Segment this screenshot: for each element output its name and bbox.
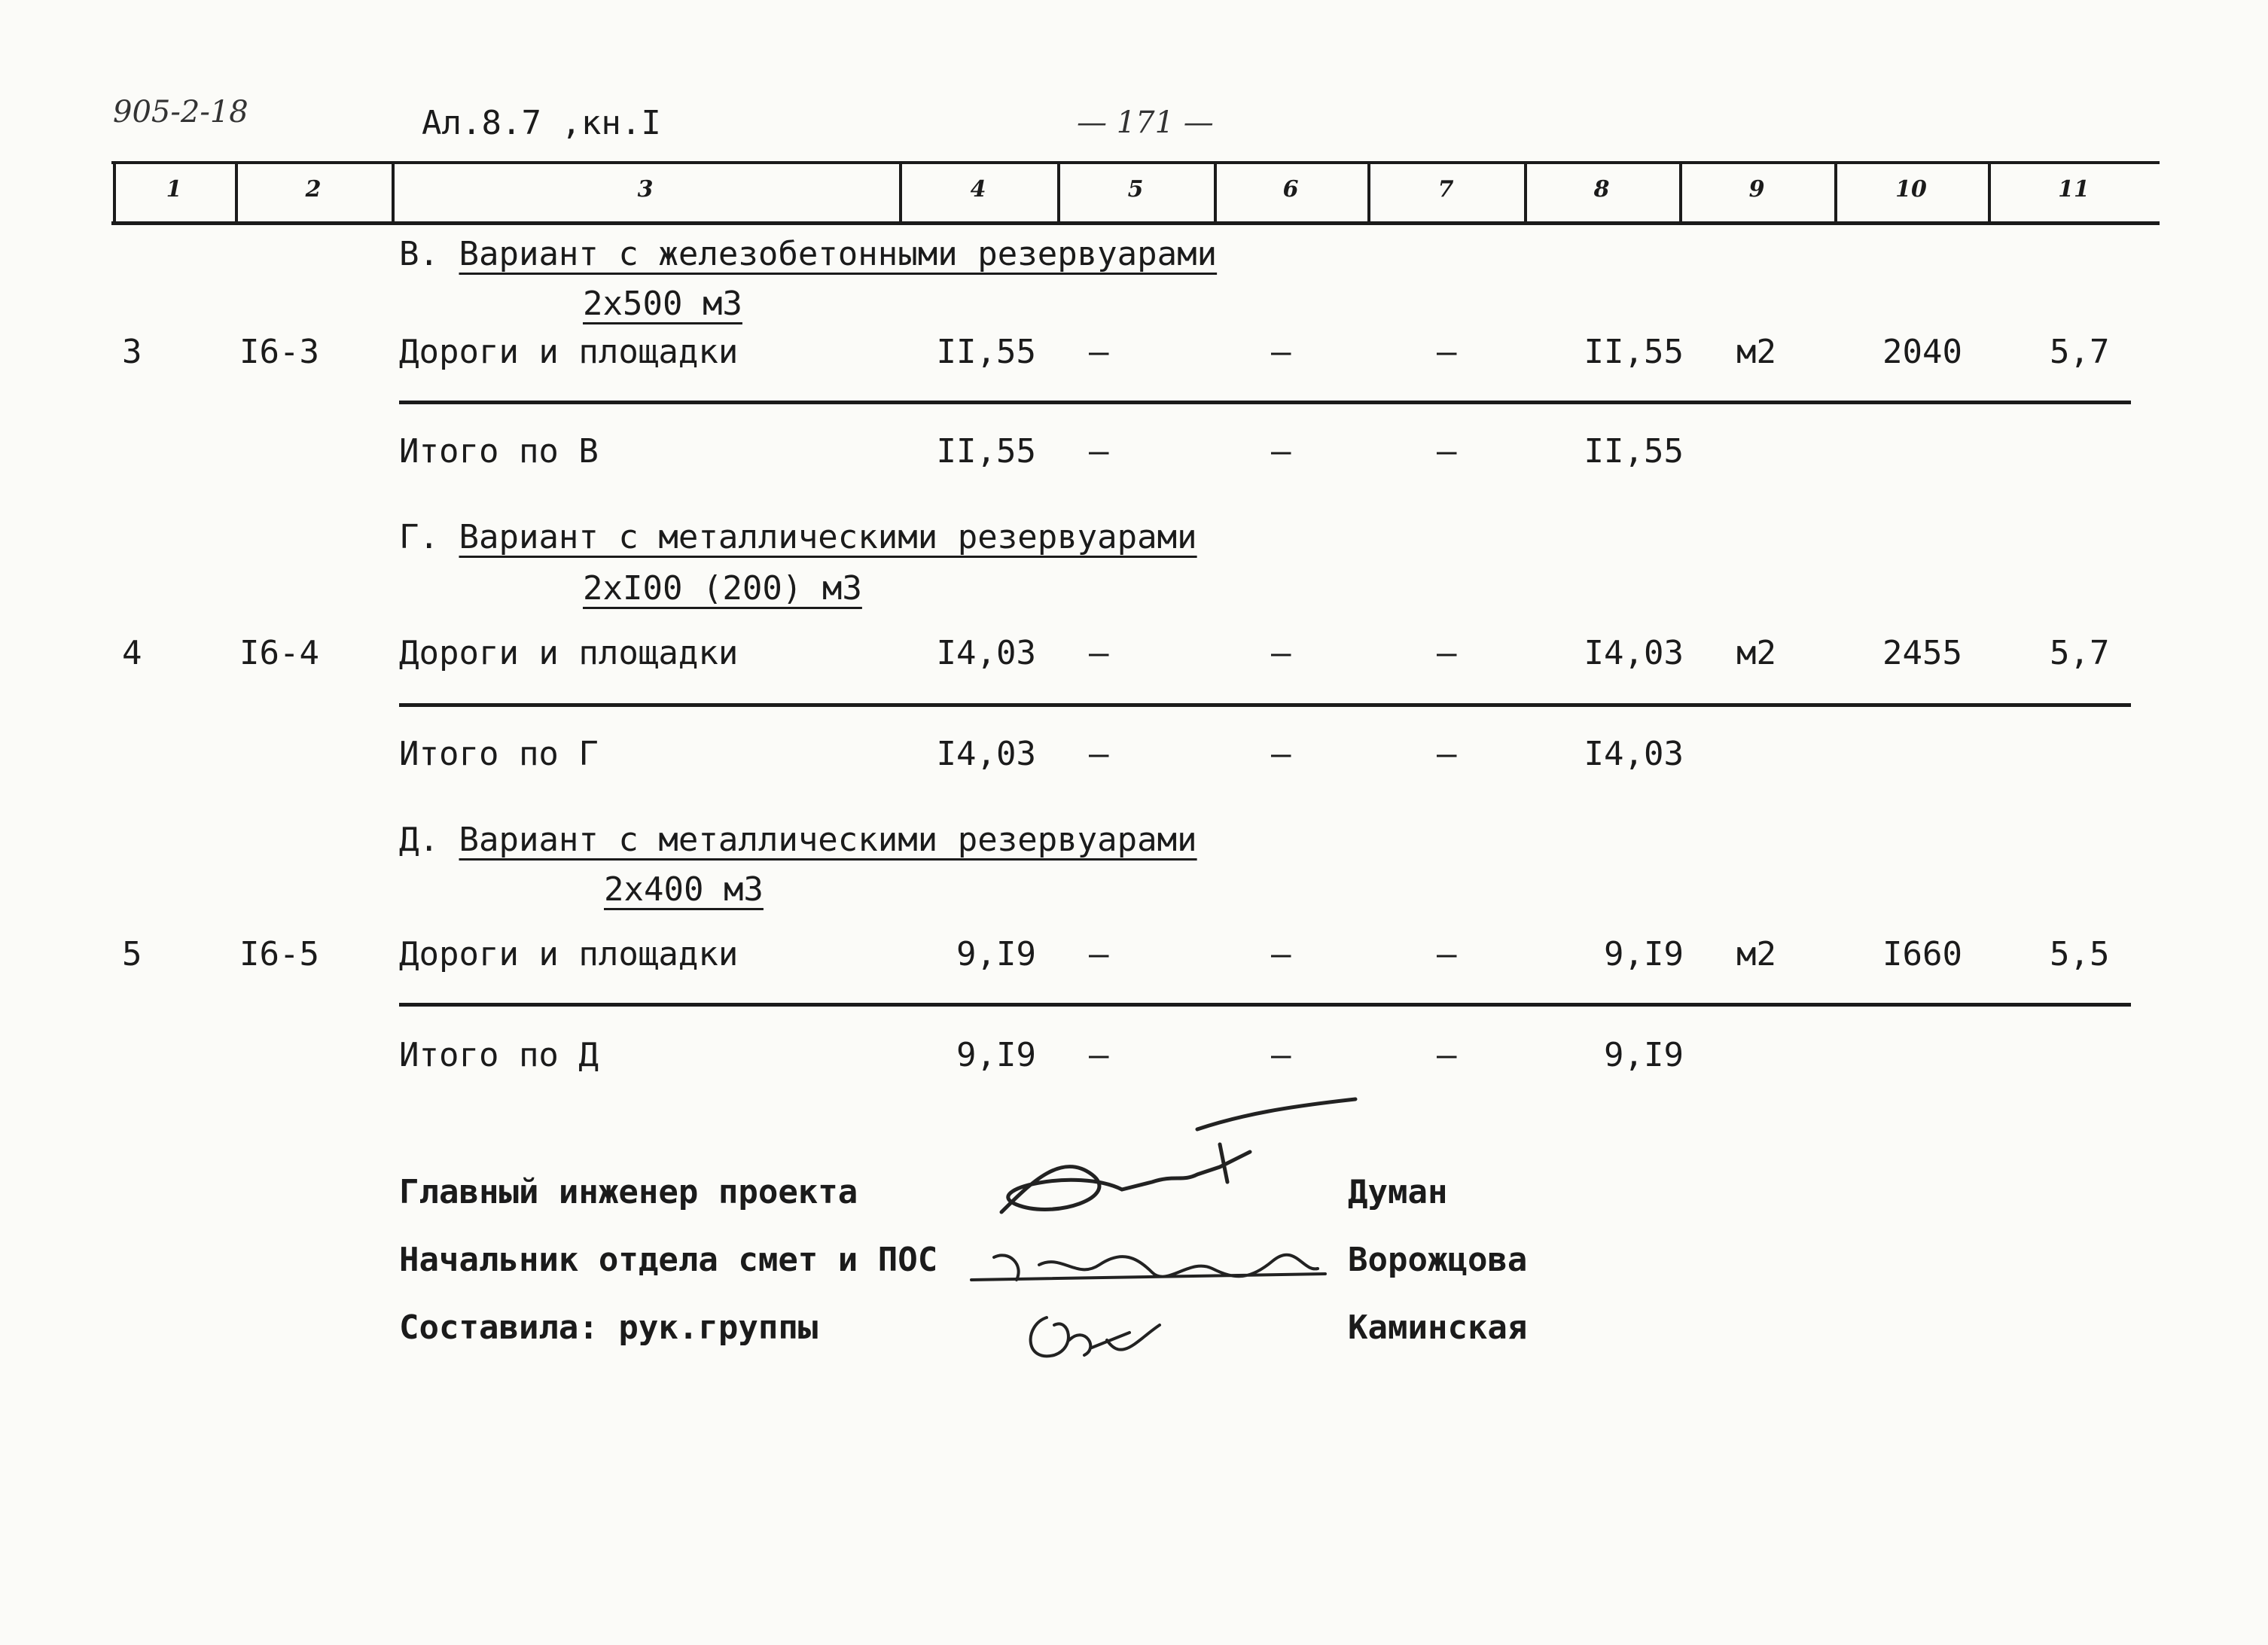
total-col8: I4,03 (1584, 735, 1684, 773)
page-number: — 171 — (1077, 105, 1214, 140)
row-quantity: 2040 (1882, 333, 1962, 371)
section-title-line1: Вариант с металлическими резервуарами (459, 821, 1197, 859)
row-col5: – (1089, 333, 1109, 371)
row-col11: 5,5 (2050, 935, 2110, 973)
column-number: 9 (1748, 176, 1765, 203)
section-title (399, 821, 1197, 859)
row-name: Дороги и площадки (399, 935, 739, 973)
column-number: 1 (166, 176, 182, 203)
row-quantity: I660 (1882, 935, 1962, 973)
signature-name: Ворожцова (1348, 1241, 1528, 1279)
row-unit: м2 (1736, 634, 1776, 672)
signature-name: Думан (1348, 1173, 1448, 1211)
column-number: 4 (970, 176, 986, 203)
section-letter: В. (399, 235, 439, 273)
row-col11: 5,7 (2050, 634, 2110, 672)
row-number: 5 (122, 935, 142, 973)
total-label: Итого по В (399, 432, 599, 471)
row-col4: I4,03 (936, 634, 1036, 672)
total-col8: II,55 (1584, 432, 1684, 471)
section-title-line2: 2х500 м3 (583, 285, 742, 323)
total-col7: – (1437, 432, 1457, 471)
section-title (399, 235, 1217, 273)
row-col8: I4,03 (1584, 634, 1684, 672)
total-col7: – (1437, 1036, 1457, 1074)
section-title (399, 518, 1197, 556)
column-number: 11 (2058, 176, 2090, 203)
total-col4: 9,I9 (956, 1036, 1036, 1074)
total-col4: II,55 (936, 432, 1036, 471)
total-col8: 9,I9 (1604, 1036, 1684, 1074)
total-col6: – (1271, 735, 1291, 773)
separator-line (399, 401, 2131, 404)
row-col11: 5,7 (2050, 333, 2110, 371)
signature-name: Каминская (1348, 1308, 1528, 1347)
column-number: 2 (305, 176, 322, 203)
row-quantity: 2455 (1882, 634, 1962, 672)
section-title-line2: 2х400 м3 (604, 870, 764, 909)
separator-line (399, 703, 2131, 707)
row-unit: м2 (1736, 935, 1776, 973)
document-code: 905-2-18 (113, 95, 248, 129)
section-title-line1: Вариант с железобетонными резервуарами (459, 235, 1218, 273)
total-col4: I4,03 (936, 735, 1036, 773)
row-col7: – (1437, 935, 1457, 973)
section-letter: Д. (399, 821, 439, 859)
row-col8: II,55 (1584, 333, 1684, 371)
album-reference: Ал.8.7 ,кн.I (422, 104, 661, 142)
column-number: 3 (637, 176, 654, 203)
section-title-line1: Вариант с металлическими резервуарами (459, 518, 1197, 556)
row-col7: – (1437, 333, 1457, 371)
row-code: I6-5 (239, 935, 319, 973)
row-col6: – (1271, 333, 1291, 371)
signature-role: Начальник отдела смет и ПОС (399, 1241, 938, 1279)
section-title-line2: 2хI00 (200) м3 (583, 569, 862, 608)
row-col4: 9,I9 (956, 935, 1036, 973)
row-col5: – (1089, 935, 1109, 973)
total-col5: – (1089, 432, 1109, 471)
signature-role: Составила: рук.группы (399, 1308, 818, 1347)
row-col4: II,55 (936, 333, 1036, 371)
handwritten-signature (971, 1099, 1363, 1235)
column-number: 5 (1127, 176, 1144, 203)
total-col6: – (1271, 432, 1291, 471)
row-name: Дороги и площадки (399, 333, 739, 371)
total-col6: – (1271, 1036, 1291, 1074)
row-col6: – (1271, 634, 1291, 672)
column-number: 8 (1593, 176, 1610, 203)
row-code: I6-4 (239, 634, 319, 672)
row-name: Дороги и площадки (399, 634, 739, 672)
handwritten-signature (1017, 1295, 1182, 1378)
row-col8: 9,I9 (1604, 935, 1684, 973)
column-number: 7 (1437, 176, 1454, 203)
total-label: Итого по Г (399, 735, 599, 773)
handwritten-signature (964, 1227, 1355, 1302)
column-number: 10 (1895, 176, 1927, 203)
column-number: 6 (1282, 176, 1299, 203)
row-col6: – (1271, 935, 1291, 973)
row-unit: м2 (1736, 333, 1776, 371)
total-label: Итого по Д (399, 1036, 599, 1074)
row-code: I6-3 (239, 333, 319, 371)
row-col5: – (1089, 634, 1109, 672)
row-number: 3 (122, 333, 142, 371)
separator-line (399, 1003, 2131, 1007)
row-col7: – (1437, 634, 1457, 672)
signature-role: Главный инженер проекта (399, 1173, 858, 1211)
total-col5: – (1089, 1036, 1109, 1074)
section-letter: Г. (399, 518, 439, 556)
total-col7: – (1437, 735, 1457, 773)
row-number: 4 (122, 634, 142, 672)
total-col5: – (1089, 735, 1109, 773)
